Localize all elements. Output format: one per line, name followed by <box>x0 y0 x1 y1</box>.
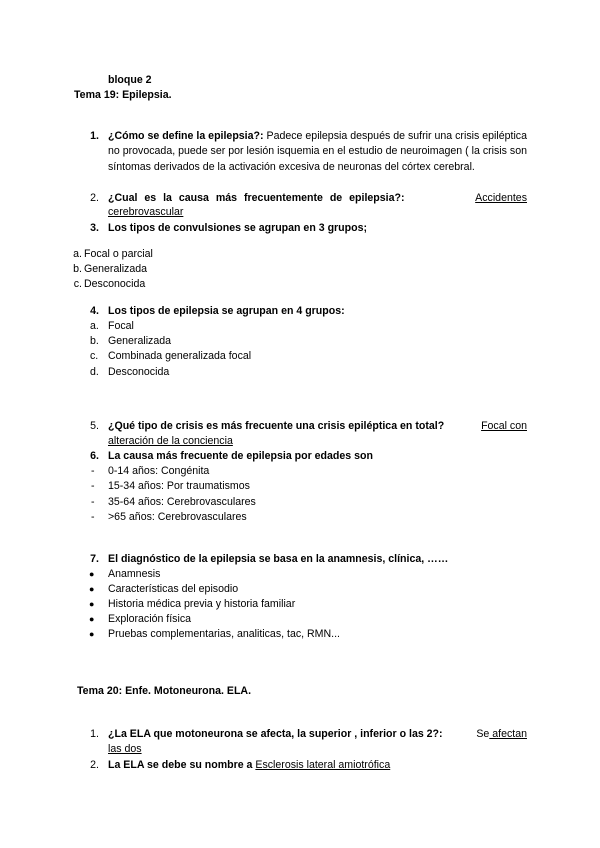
bullet-icon: ● <box>89 569 95 579</box>
q6-item: 15-34 años: Por traumatismos <box>108 480 250 492</box>
q3-item-marker: c. <box>73 278 82 290</box>
q3-item-marker: a. <box>73 248 82 260</box>
bullet-icon: ● <box>89 614 95 624</box>
t20-q2-question: La ELA se debe su nombre a <box>108 759 253 771</box>
q6-item: 0-14 años: Congénita <box>108 465 210 477</box>
q7-item: Exploración física <box>108 613 192 625</box>
q2-answer-part1: Accidentes <box>475 192 527 204</box>
q7-item: Pruebas complementarias, analiticas, tac, RMN... <box>108 628 340 640</box>
q7-item: Historia médica previa y historia familiar <box>108 598 296 610</box>
topic-19-title: Tema 19: Epilepsia. <box>74 89 172 101</box>
q1-answer: Padece epilepsia después de sufrir una crisis epiléptica no provocada, puede ser por lesión isquemia en el estudio de neuroimagen ( la crisis son síntomas derivados de la activación excesiva de neuronas del córtex cerebral. <box>108 130 527 173</box>
q6-item: 35-64 años: Cerebrovasculares <box>108 496 256 508</box>
q4-item: Desconocida <box>108 366 170 378</box>
q5-number: 5. <box>90 420 99 432</box>
q4-item-marker: a. <box>90 320 99 332</box>
bullet-icon: ● <box>89 599 95 609</box>
q4-question: Los tipos de epilepsia se agrupan en 4 grupos: <box>108 305 345 317</box>
q3-item: Focal o parcial <box>84 248 153 260</box>
q2-question: ¿Cual es la causa más frecuentemente de epilepsia?: <box>108 192 405 204</box>
q6-item-marker: - <box>91 496 95 508</box>
q4-item: Combinada generalizada focal <box>108 350 252 362</box>
q4-item-marker: b. <box>90 335 99 347</box>
t20-q1-question: ¿La ELA que motoneurona se afecta, la superior , inferior o las 2?: <box>108 728 443 740</box>
q6-number: 6. <box>90 450 99 462</box>
q2-answer-part2: cerebrovascular <box>108 206 184 218</box>
q3-number: 3. <box>90 222 99 234</box>
q1-question: ¿Cómo se define la epilepsia?: <box>108 130 264 142</box>
q4-item: Generalizada <box>108 335 172 347</box>
q5-answer-part2: alteración de la conciencia <box>108 435 233 447</box>
q6-item-marker: - <box>91 465 95 477</box>
q3-item-marker: b. <box>73 263 82 275</box>
q7-question: El diagnóstico de la epilepsia se basa en la anamnesis, clínica, …… <box>108 553 449 565</box>
q6-item-marker: - <box>91 511 95 523</box>
t20-q2-number: 2. <box>90 759 99 771</box>
topic-20-title: Tema 20: Enfe. Motoneurona. ELA. <box>77 685 252 697</box>
q6-item-marker: - <box>91 480 95 492</box>
q1-paragraph <box>108 129 527 175</box>
q1-number: 1. <box>90 130 99 142</box>
q2-line <box>108 191 527 206</box>
q5-question: ¿Qué tipo de crisis es más frecuente una crisis epiléptica en total? <box>108 420 445 432</box>
t20-q1-answer-prefix: Se <box>476 728 490 740</box>
q3-item: Desconocida <box>84 278 146 290</box>
q5-line <box>108 419 527 434</box>
block-label: bloque 2 <box>108 74 152 86</box>
q4-item-marker: d. <box>90 366 99 378</box>
q3-question: Los tipos de convulsiones se agrupan en 3 grupos; <box>108 222 368 234</box>
q2-number: 2. <box>90 192 99 204</box>
q4-number: 4. <box>90 305 99 317</box>
t20-q1-answer-part1: afectan <box>489 728 527 740</box>
t20-q2-answer: Esclerosis lateral amiotrófica <box>255 759 391 771</box>
q7-item: Características del episodio <box>108 583 239 595</box>
q6-item: >65 años: Cerebrovasculares <box>108 511 247 523</box>
t20-q2-line <box>108 758 390 773</box>
q4-item-marker: c. <box>90 350 99 362</box>
q7-number: 7. <box>90 553 99 565</box>
q7-item: Anamnesis <box>108 568 161 580</box>
t20-q1-line <box>108 727 527 742</box>
bullet-icon: ● <box>89 584 95 594</box>
q4-item: Focal <box>108 320 134 332</box>
q5-answer-part1: Focal con <box>481 420 527 432</box>
q6-question: La causa más frecuente de epilepsia por edades son <box>108 450 373 462</box>
bullet-icon: ● <box>89 629 95 639</box>
t20-q1-answer-part2: las dos <box>108 743 142 755</box>
q3-item: Generalizada <box>84 263 148 275</box>
t20-q1-number: 1. <box>90 728 99 740</box>
